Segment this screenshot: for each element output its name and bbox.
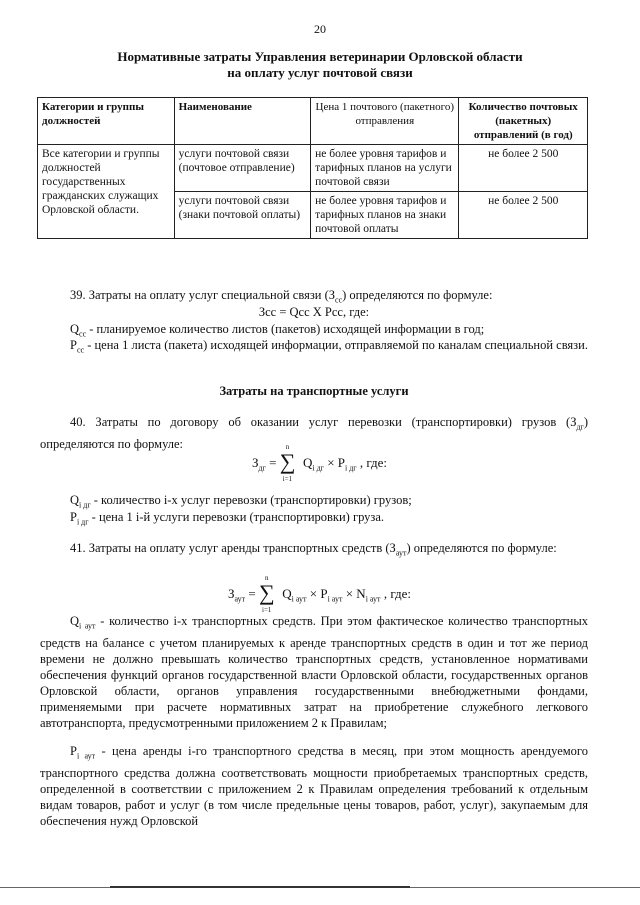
paragraph-41-p-definition: $P_{i аут}$ - цена аренды i-го транспортного средства в месяц, при этом мощность арендуемого транспортного средства должна соответствовать мощности приобретаемых транспортных средств, определенной в соответствии с приложением 2 к Правилам определения требований к отдельным видам товаров, работ и услуг (в том числе предельные цены товаров, работ, услуг), закупаемым для обеспечения нужд Орловской bbox=[40, 744, 588, 828]
postal-costs-table bbox=[37, 97, 588, 239]
category-cell: Все категории и группы должностей государственных гражданских служащих Орловской области. bbox=[38, 145, 175, 239]
paragraph-39-q-definition: $Q_{сс}$ - планируемое количество листов (пакетов) исходящей информации в год; bbox=[70, 322, 485, 339]
paragraph-40-intro: 40. Затраты по договору об оказании услуг перевозки (транспортировки) грузов $(З_{дг})$ определяются по формуле: bbox=[40, 415, 588, 451]
price-cell: не более уровня тарифов и тарифных планов на услуги почтовой связи bbox=[311, 145, 459, 192]
formula-39: Зсс = Qсс X Pсс, где: bbox=[258, 305, 370, 319]
paragraph-40-p-definition: $P_{i дг}$ - цена 1 i-й услуги перевозки (транспортировки) груза. bbox=[70, 510, 385, 527]
paragraph-41-intro: 41. Затраты на оплату услуг аренды транспортных средств $(З_{аут})$ определяются по формуле: bbox=[70, 541, 557, 558]
page-bottom-rule-thick bbox=[110, 886, 410, 888]
paragraph-39-p-definition: $P_{сс}$ - цена 1 листа (пакета) исходящей информации, отправляемой по каналам специальной связи. bbox=[70, 338, 588, 355]
name-cell: услуги почтовой связи (почтовое отправление) bbox=[174, 145, 311, 192]
document-title bbox=[60, 49, 580, 81]
quantity-cell: не более 2 500 bbox=[459, 192, 588, 239]
header-categories: Категории и группы должностей bbox=[38, 98, 175, 145]
header-quantity: Количество почтовых (пакетных) отправлений (в год) bbox=[459, 98, 588, 145]
section-title: Затраты на транспортные услуги bbox=[219, 384, 409, 398]
title-line-2: на оплату услуг почтовой связи bbox=[227, 65, 413, 80]
quantity-cell: не более 2 500 bbox=[459, 145, 588, 192]
paragraph-39-intro: 39. Затраты на оплату услуг специальной связи $(З_{сс})$ определяются по формуле: bbox=[70, 288, 493, 305]
header-price: Цена 1 почтового (пакетного) отправления bbox=[311, 98, 459, 145]
paragraph-40-q-definition: $Q_{i дг}$ - количество i-х услуг перевозки (транспортировки) грузов; bbox=[70, 493, 412, 510]
paragraph-41-q-definition: $Q_{i аут}$ - количество i-х транспортных средств. При этом фактическое количество транспортных средств на балансе с учетом планируемых к аренде транспортных средств в один и тот же период времени не должно превышать количество транспортных средств, установленное нормативами обеспечения функций органов государственной власти Орловской области, государственных органов Орловской области, органов управления государственными внебюджетными фондами, применяемыми при расчете нормативных затрат на приобретение служебного легкового автотранспорта, предусмотренными приложением 2 к Правилам; bbox=[40, 614, 588, 730]
formula-40: $З_{дг}$ = n ∑ i=1 $Q_{i дг} \times P_{i дг}$ , где: bbox=[252, 443, 388, 483]
page-number: 20 bbox=[314, 22, 326, 36]
table-row bbox=[38, 145, 588, 192]
table-header-row bbox=[38, 98, 588, 145]
title-line-1: Нормативные затраты Управления ветеринарии Орловской области bbox=[117, 49, 523, 64]
name-cell: услуги почтовой связи (знаки почтовой оплаты) bbox=[174, 192, 311, 239]
price-cell: не более уровня тарифов и тарифных планов на знаки почтовой оплаты bbox=[311, 192, 459, 239]
header-name: Наименование bbox=[174, 98, 311, 145]
formula-41: $З_{аут}$ = n ∑ i=1 $Q_{i аут} \times P_{i аут} \times N_{i аут}$ , где: bbox=[228, 574, 411, 614]
